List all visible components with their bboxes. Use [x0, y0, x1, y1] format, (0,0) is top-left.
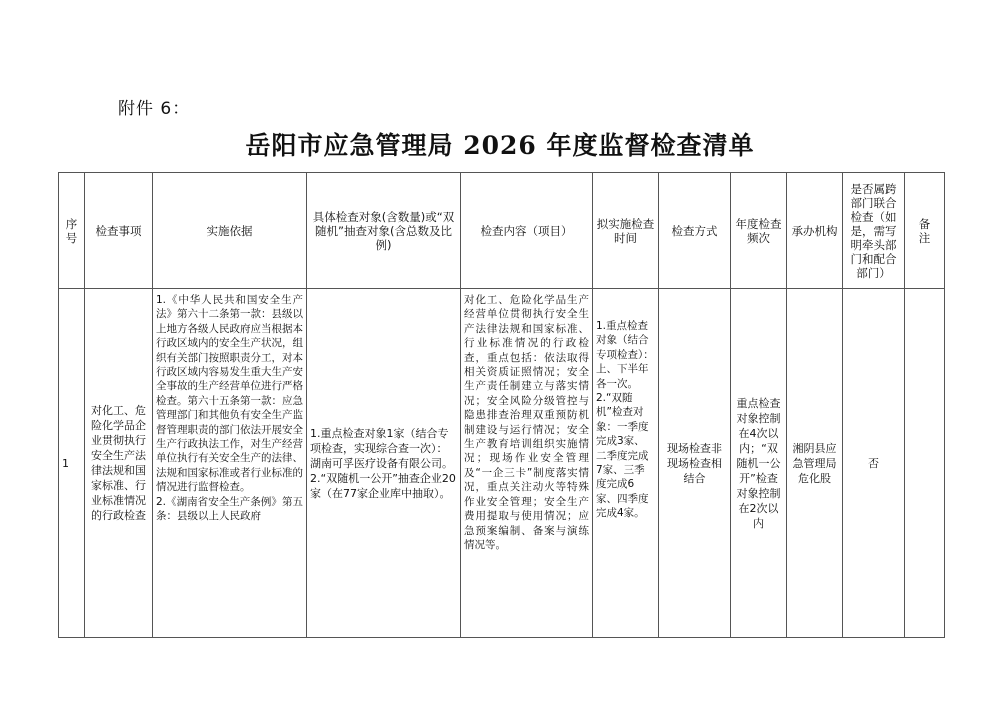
cell-method: 现场检查非现场检查相结合	[659, 289, 731, 638]
header-target: 具体检查对象(含数量)或“双随机”抽查对象(含总数及比例)	[307, 173, 461, 289]
cell-basis: 1.《中华人民共和国安全生产法》第六十二条第一款：县级以上地方各级人民政府应当根据本行政区域内的安全生产状况，组织有关部门按照职责分工，对本行政区域内容易发生重大生产安全事故的生产经营单位进行严格检查。第六十五条第一款：应急管理部门和其他负有安全生产监督管理职责的部门依法开展安全生产行政执法工作，对生产经营单位执行有关安全生产的法律、法规和国家标准或者行业标准的情况进行监督检查。 2.《湖南省安全生产条例》第五条：县级以上人民政府	[153, 289, 307, 638]
header-item: 检查事项	[85, 173, 153, 289]
cell-target: 1.重点检查对象1家（结合专项检查，实现综合查一次）：湖南可孚医疗设备有限公司。 2.“双随机一公开”抽查企业20家（在77家企业库中抽取）。	[307, 289, 461, 638]
cell-time: 1.重点检查对象（结合专项检查）：上、下半年各一次。 2.“双随机”检查对象：一季度完成3家、二季度完成7家、三季度完成6家、四季度完成4家。	[593, 289, 659, 638]
cell-joint: 否	[843, 289, 905, 638]
cell-content: 对化工、危险化学品生产经营单位贯彻执行安全生产法律法规和国家标准、行业标准情况的行政检查，重点包括：依法取得相关资质证照情况；安全生产责任制建立与落实情况；安全风险分级管控与隐患排查治理双重预防机制建设与运行情况；安全生产教育培训组织实施情况；现场作业安全管理及“一企三卡”制度落实情况，重点关注动火等特殊作业安全管理；安全生产费用提取与使用情况；应急预案编制、备案与演练情况等。	[461, 289, 593, 638]
header-joint: 是否属跨部门联合检查（如是，需写明牵头部门和配合部门）	[843, 173, 905, 289]
page-title: 岳阳市应急管理局 2026 年度监督检查清单	[245, 131, 755, 160]
cell-freq: 重点检查对象控制在4次以内；“双随机一公开”检查对象控制在2次以内	[731, 289, 787, 638]
header-freq: 年度检查频次	[731, 173, 787, 289]
cell-item: 对化工、危险化学品企业贯彻执行安全生产法律法规和国家标准、行业标准情况的行政检查	[85, 289, 153, 638]
cell-no: 1	[59, 289, 85, 638]
inspection-table	[58, 172, 945, 638]
table-row	[59, 289, 945, 638]
header-dept: 承办机构	[787, 173, 843, 289]
header-method: 检查方式	[659, 173, 731, 289]
header-basis: 实施依据	[153, 173, 307, 289]
header-no: 序号	[59, 173, 85, 289]
header-time: 拟实施检查时间	[593, 173, 659, 289]
header-remark: 备注	[905, 173, 945, 289]
header-row	[59, 173, 945, 289]
cell-remark	[905, 289, 945, 638]
attachment-label: 附件 6：	[118, 99, 191, 119]
header-content: 检查内容（项目）	[461, 173, 593, 289]
cell-dept: 湘阴县应急管理局危化股	[787, 289, 843, 638]
